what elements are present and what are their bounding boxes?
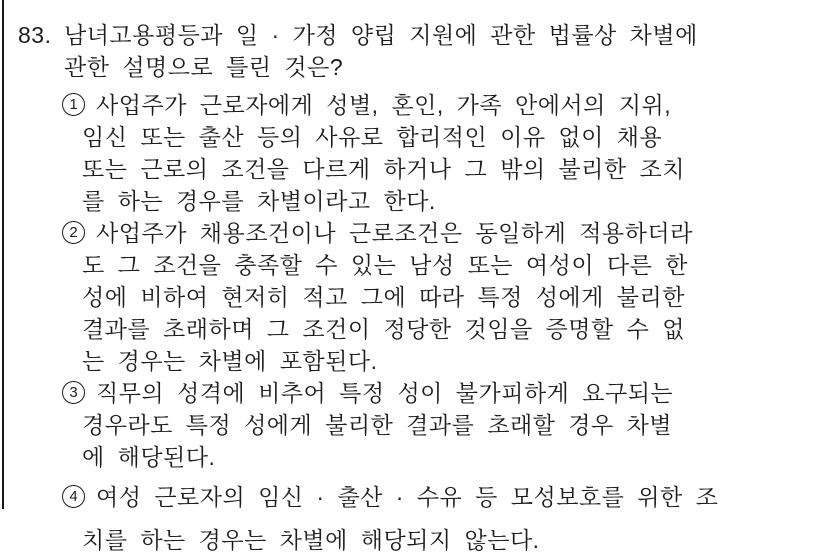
option-line: 치를 하는 경우는 차별에 해당되지 않는다. [82, 527, 540, 553]
question-number: 83. [18, 22, 52, 48]
option-line: 를 하는 경우를 차별이라고 한다. [82, 188, 436, 214]
option-line: 사업주가 채용조건이나 근로조건은 동일하게 적용하더라 [96, 220, 693, 246]
question-block [18, 19, 718, 556]
option-4-text [82, 481, 719, 556]
option-line: 또는 근로의 조건을 다르게 하거나 그 밖의 불리한 조치 [82, 156, 685, 182]
circled-number-1-marker: 1 [62, 93, 85, 116]
option-1-text [82, 89, 718, 217]
question-83 [18, 19, 718, 83]
option-2 [62, 217, 718, 377]
question-text-line: 관한 설명으로 틀린 것은? [64, 54, 344, 80]
option-line: 에 해당된다. [82, 444, 216, 470]
option-line: 성에 비하여 현저히 적고 그에 따라 특정 성에게 불리한 [82, 284, 685, 310]
option-line: 여성 근로자의 임신 · 출산 · 수유 등 모성보호를 위한 조 [96, 484, 719, 510]
circled-number-3-marker: 3 [62, 381, 85, 404]
option-line: 도 그 조건을 충족할 수 있는 남성 또는 여성이 다른 한 [82, 252, 688, 278]
option-1 [62, 89, 718, 217]
option-4 [62, 481, 718, 556]
circled-number-4-marker: 4 [62, 485, 85, 508]
circled-number-2-marker: 2 [62, 221, 85, 244]
option-3 [62, 377, 718, 473]
option-line: 직무의 성격에 비추어 특정 성이 불가피하게 요구되는 [96, 380, 674, 406]
option-2-text [82, 217, 718, 377]
option-line: 경우라도 특정 성에게 불리한 결과를 초래할 경우 차별 [82, 412, 673, 438]
option-line: 사업주가 근로자에게 성별, 혼인, 가족 안에서의 지위, [96, 92, 672, 118]
question-text [64, 19, 698, 83]
option-line: 임신 또는 출산 등의 사유로 합리적인 이유 없이 채용 [82, 124, 663, 150]
question-text-line: 남녀고용평등과 일 · 가정 양립 지원에 관한 법률상 차별에 [64, 22, 698, 48]
option-3-text [82, 377, 718, 473]
left-border-rule [2, 0, 4, 509]
option-line: 결과를 초래하며 그 조건이 정당한 것임을 증명할 수 없 [82, 316, 685, 342]
option-line: 는 경우는 차별에 포함된다. [82, 348, 378, 374]
